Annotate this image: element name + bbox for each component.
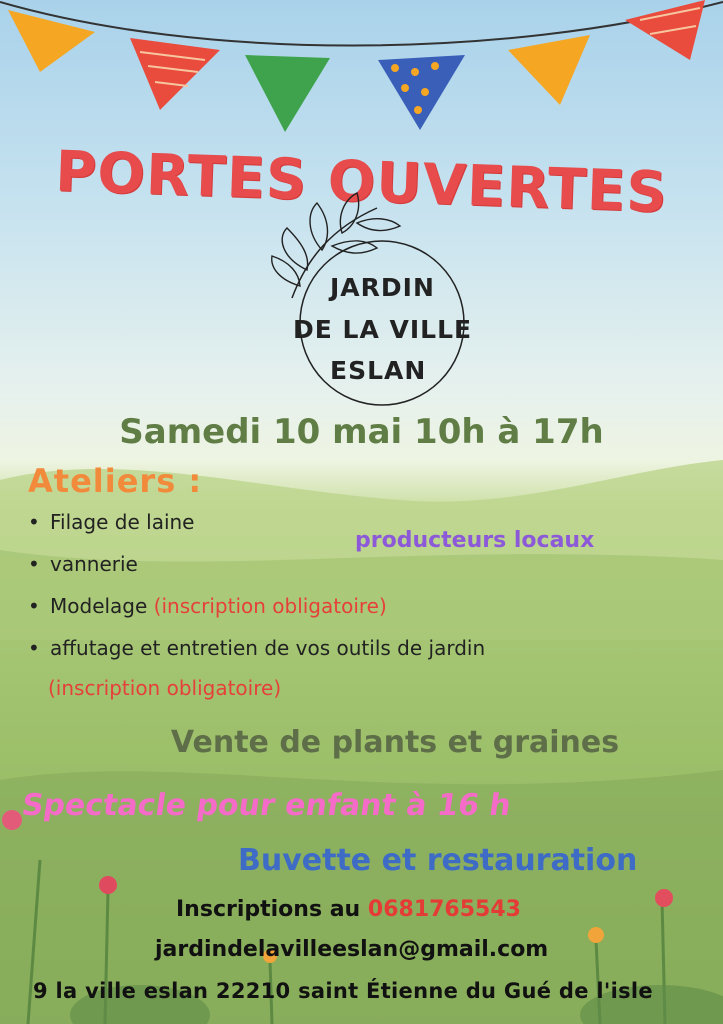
bullet-icon: • [28,510,40,534]
list-item: • Filage de laine [28,510,195,534]
vente-plants: Vente de plants et graines [170,725,620,760]
inscriptions-line [176,897,521,922]
phone-number[interactable]: 0681765543 [367,897,521,922]
garden-name-line-2: DE LA VILLE [293,315,473,344]
garden-name-line-1: JARDIN [330,273,435,302]
list-item: • vannerie [28,552,138,576]
garden-name-line-3: ESLAN [330,356,427,385]
event-date: Samedi 10 mai 10h à 17h [119,412,604,452]
poster-title: PORTES OUVERTES [54,139,669,226]
buvette-restauration: Buvette et restauration [238,843,638,878]
producteurs-locaux: producteurs locaux [355,528,595,553]
list-item: • affutage et entretien de vos outils de jardin [28,636,486,660]
inscription-note: (inscription obligatoire) [48,676,282,700]
bullet-icon: • [28,594,40,618]
inscription-note: (inscription obligatoire) [153,594,387,618]
ateliers-heading: Ateliers : [28,462,203,500]
bullet-icon: • [28,636,40,660]
postal-address: 9 la ville eslan 22210 saint Étienne du Gué de l'isle [33,979,653,1003]
list-item: • Modelage (inscription obligatoire) [28,594,387,618]
email-address[interactable]: jardindelavilleeslan@gmail.com [155,937,549,962]
inscriptions-label: Inscriptions au [176,897,368,922]
bullet-icon: • [28,552,40,576]
bunting-flags [0,0,723,150]
spectacle-enfant: Spectacle pour enfant à 16 h [19,788,514,823]
